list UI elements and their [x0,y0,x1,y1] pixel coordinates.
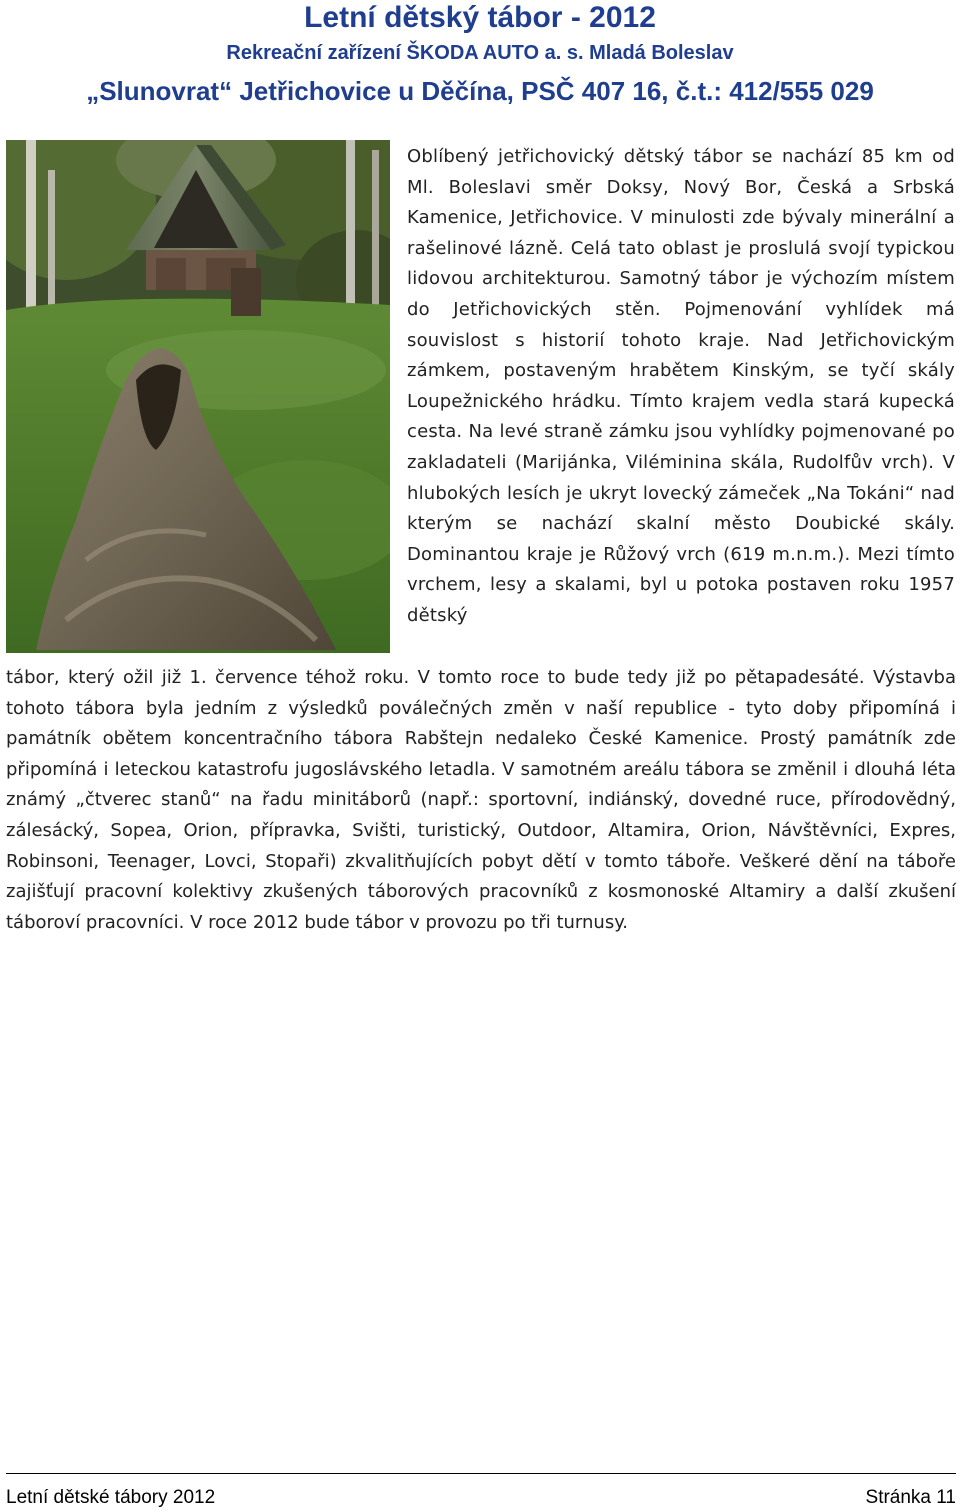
page-subtitle: Rekreační zařízení ŠKODA AUTO a. s. Mladá Boleslav [226,42,734,64]
article-body-paragraph: tábor, který ožil již 1. července téhož roku. V tomto roce to bude tedy již po pětapadesáté. Výstavba tohoto tábora byla jedním z výsledků poválečných změn v naší republice - tyto doby připomíná i památník obětem koncentračního tábora Rabštejn nedaleko České Kamenice. Prostý památník zde připomíná i leteckou katastrofu jugoslávského letadla. V samotném areálu tábora se změnil i dlouhá léta známý „čtverec stanů“ na řadu minitáborů (např.: sportovní, indiánský, dovedné ruce, přírodovědný, zálesácký, Sopea, Orion, přípravka, Svišti, turistický, Outdoor, Altamira, Orion, Návštěvníci, Expres, Robinsoni, Teenager, Lovci, Stopaři) zkvalitňujících pobyt dětí v tomto táboře. Veškeré dění na táboře zajišťují pracovní kolektivy zkušených táborových pracovníků z kosmonoské Altamiry a další zkušení táboroví pracovníci. V roce 2012 bude tábor v provozu po tři turnusy. [6,667,956,933]
camp-photo [6,140,390,653]
article-intro [407,142,955,632]
camp-address: „Slunovrat“ Jetřichovice u Děčína, PSČ 407 16, č.t.: 412/555 029 [86,76,874,106]
page-number: Stránka 11 [865,1487,956,1508]
article-intro-paragraph: Oblíbený jetřichovický dětský tábor se nachází 85 km od Ml. Boleslavi směr Doksy, Nový Bor, Česká a Srbská Kamenice, Jetřichovice. V minulosti zde bývaly minerální a rašelinové lázně. Celá tato oblast je proslulá svojí typickou lidovou architekturou. Samotný tábor je výchozím místem do Jetřichovických stěn. Pojmenování vyhlídek má souvislost s historií tohoto kraje. Nad Jetřichovickým zámkem, postaveným hrabětem Kinským, se tyčí skály Loupežnického hrádku. Tímto krajem vedla stará kupecká cesta. Na levé straně zámku jsou vyhlídky pojmenované po zakladateli (Marijánka, Viléminina skála, Rudolfův vrch). V hlubokých lesích je ukryt lovecký zámeček „Na Tokáni“ nad kterým se nachází skalní město Doubické skály. Dominantou kraje je Růžový vrch (619 m.n.m.). Mezi tímto vrchem, lesy a skalami, byl u potoka postaven roku 1957 dětský [407,146,955,626]
footer-doc-title: Letní dětské tábory 2012 [6,1487,216,1508]
page-title: Letní dětský tábor - 2012 [304,1,656,34]
camp-photo-image [6,140,390,653]
article-body [6,663,956,938]
page-footer [6,1473,956,1508]
